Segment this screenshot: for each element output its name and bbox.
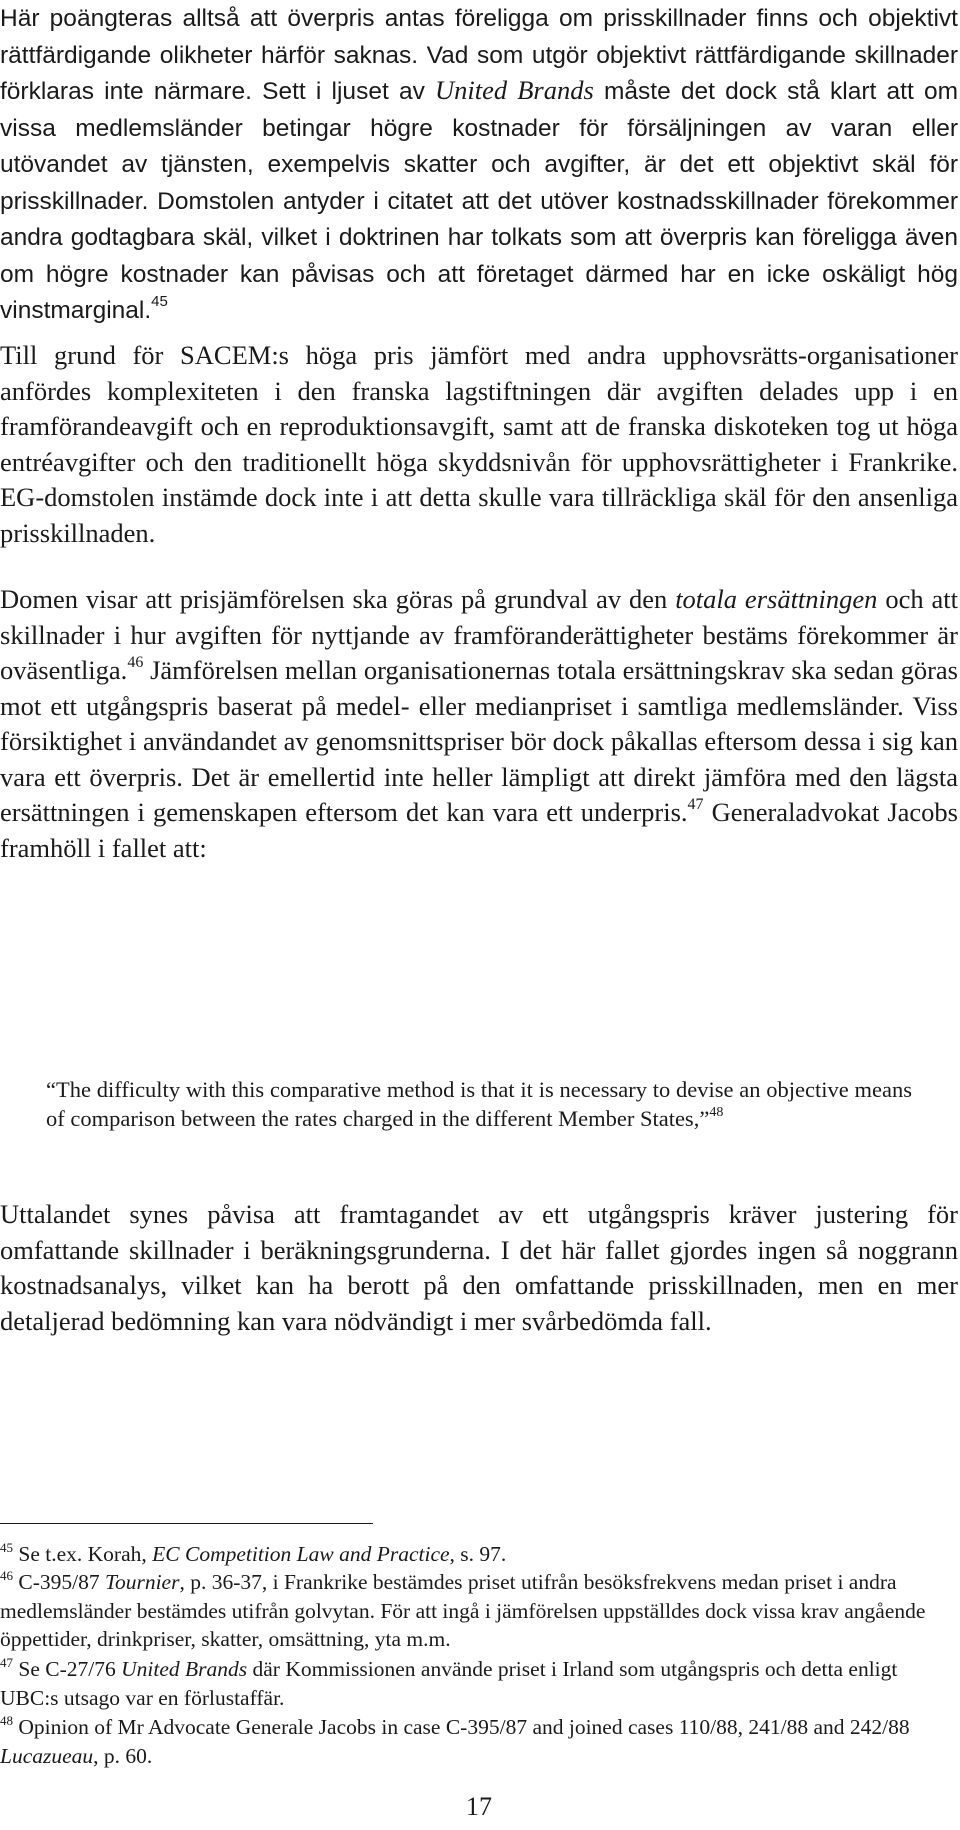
footnote-48-text-b: , p. 60.	[93, 1743, 153, 1768]
paragraph-3-text-b: och att skillnader i hur avgiften för nyttjande av framföranderättigheter bestäms förekommer är oväsentliga.	[0, 584, 959, 685]
paragraph-3-text-a: Domen visar att prisjämförelsen ska göras på grundval av den	[0, 584, 676, 614]
footnote-48	[0, 1713, 958, 1770]
footnote-47-number: 47	[0, 1655, 13, 1670]
block-quote-text: “The difficulty with this comparative method is that it is necessary to devise an objective means of comparison between the rates charged in the different Member States,”	[46, 1077, 912, 1131]
footnote-46-italic: Tournier	[104, 1570, 180, 1594]
paragraph-3-italic: totala ersättningen	[675, 584, 878, 614]
footnote-45-text-a: Se t.ex. Korah,	[13, 1542, 153, 1566]
footnote-48-text-a: Opinion of Mr Advocate Generale Jacobs in case C-395/87 and joined cases 110/88, 241/88 and 242/88	[13, 1715, 910, 1739]
page-number: 17	[466, 1792, 492, 1821]
paragraph-2-text: Till grund för SACEM:s höga pris jämfört med andra upphovsrätts-organisationer anfördes komplexiteten i den franska lagstiftningen där avgiften delades upp i en framförandeavgift och en reproduktionsavgift, samt att de franska diskoteken tog ut höga entréavgifter och den traditionellt höga skyddsnivån för upphovsrättigheter i Frankrike. EG-domstolen instämde dock inte i att detta skulle vara tillräckliga skäl för den ansenliga prisskillnaden.	[0, 340, 958, 548]
footnote-45	[0, 1540, 958, 1569]
paragraph-4	[0, 1197, 958, 1339]
footnote-45-number: 45	[0, 1540, 13, 1555]
footnote-46-text-a: C-395/87	[13, 1570, 105, 1594]
footnote-46-text-b: , p. 36-37, i Frankrike bestämdes priset utifrån besöksfrekvens medan priset i andra medlemsländer bestämdes utifrån golvytan. För att ingå i jämförelsen uppställdes dock vissa krav angående öppettider, drinkpriser, skatter, omsättning, yta m.m.	[0, 1570, 926, 1651]
paragraph-1-sans-text: Här poängteras alltså att överpris antas föreligga om prisskillnader finns och objektivt rättfärdigande olikheter härför saknas. Vad som utgör objektivt rättfärdigande skillnader förklaras inte närmare. Sett i ljuset av	[0, 5, 958, 105]
footnote-ref-46[interactable]: 46	[127, 654, 144, 671]
paragraph-1-italic-case: United Brands	[435, 75, 594, 105]
footnote-47-italic: United Brands	[121, 1657, 248, 1681]
footnote-ref-45[interactable]: 45	[151, 293, 168, 310]
paragraph-1-sans-text-2: måste det dock stå klart att om vissa medlemsländer betingar högre kostnader för försäljningen av varan eller utövandet av tjänsten, exempelvis skatter och avgifter, är det ett objektivt skäl för prisskillnader.	[0, 78, 958, 215]
footnote-48-number: 48	[0, 1713, 13, 1728]
footnote-47-text-b: där Kommissionen använde priset i Irland som utgångspris och detta enligt UBC:s utsago var en förlustaffär.	[0, 1657, 898, 1710]
paragraph-1-sans-text-3: Domstolen antyder i citatet att det utöver kostnadsskillnader förekommer andra godtagbara skäl, vilket i doktrinen har tolkats som att överpris kan föreligga även om högre kostnader kan påvisas och att företaget därmed har en icke oskäligt hög vinstmarginal.	[0, 187, 958, 324]
footnote-47	[0, 1655, 958, 1712]
footnote-separator	[0, 1523, 373, 1524]
footnote-46-number: 46	[0, 1568, 13, 1583]
paragraph-3	[0, 582, 958, 866]
footnote-ref-48[interactable]: 48	[709, 1105, 724, 1120]
footnote-47-text-a: Se C-27/76	[13, 1657, 122, 1681]
footnote-45-text-b: , s. 97.	[449, 1542, 507, 1566]
footnote-45-italic: EC Competition Law and Practice	[152, 1542, 450, 1566]
paragraph-3-text-d: Generaladvokat Jacobs framhöll i fallet att:	[0, 797, 958, 863]
footnote-46	[0, 1568, 958, 1654]
paragraph-4-text: Uttalandet synes påvisa att framtagandet av ett utgångspris kräver justering för omfattande skillnader i beräkningsgrunderna. I det här fallet gjordes ingen så noggrann kostnadsanalys, vilket kan ha berott på den omfattande prisskillnaden, men en mer detaljerad bedömning kan vara nödvändigt i mer svårbedömda fall.	[0, 1199, 958, 1336]
footnote-ref-47[interactable]: 47	[687, 796, 704, 813]
paragraph-1	[0, 0, 958, 329]
block-quote	[46, 1075, 912, 1133]
footnote-48-italic: Lucazueau	[0, 1743, 94, 1768]
paragraph-2	[0, 338, 958, 551]
paragraph-3-text-c: Jämförelsen mellan organisationernas totala ersättningskrav ska sedan göras mot ett utgångspris baserat på medel- eller medianpriset i samtliga medlemsländer. Viss försiktighet i användandet av genomsnittspriser bör dock påkallas eftersom dessa i sig kan vara ett överpris. Det är emellertid inte heller lämpligt att direkt jämföra med den lägsta ersättningen i gemenskapen eftersom det kan vara ett underpris.	[0, 655, 958, 827]
